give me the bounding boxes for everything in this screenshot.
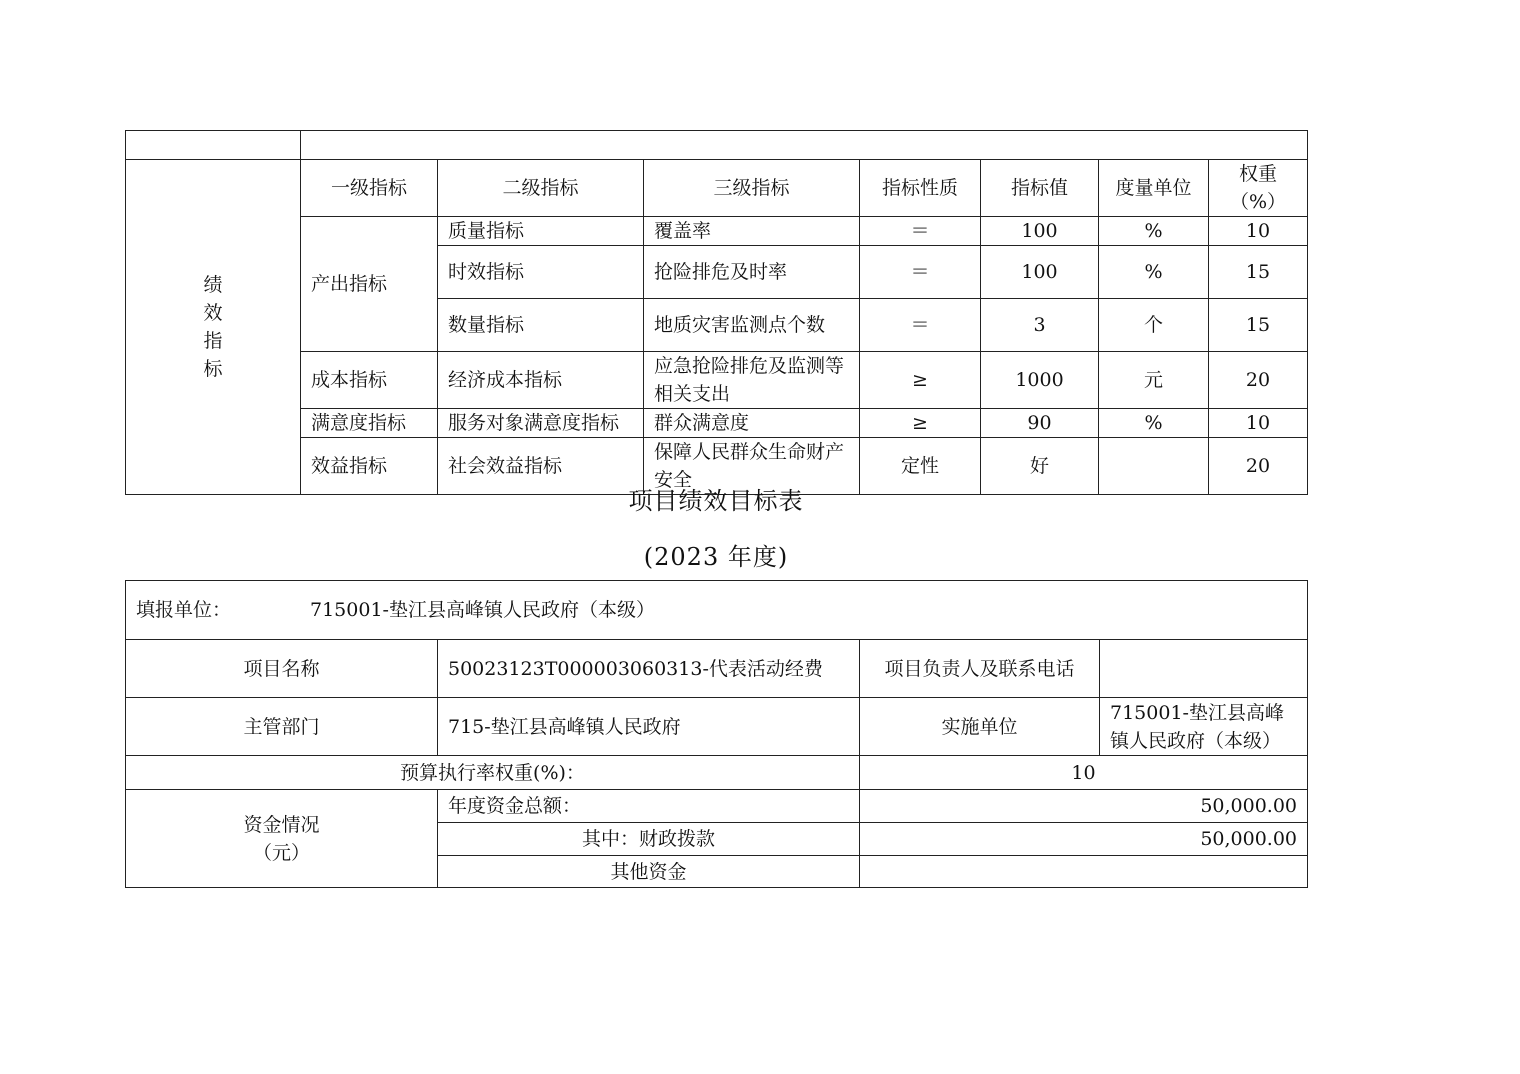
side-label-char: 标: [203, 358, 223, 380]
reporting-unit-row: [126, 581, 1308, 640]
nature-cell: ＝: [860, 217, 981, 246]
nature-cell: ≥: [860, 409, 981, 438]
nature-cell: ＝: [860, 246, 981, 299]
table-row: [126, 409, 1308, 438]
level2-cell: 数量指标: [438, 299, 644, 352]
budget-weight-row: [126, 756, 1308, 790]
group-cost: 成本指标: [301, 352, 438, 409]
project-name-value: 50023123T000003060313-代表活动经费: [438, 640, 860, 698]
unit-cell: %: [1099, 217, 1209, 246]
annual-value: 50,000.00: [860, 790, 1308, 823]
side-label-char: 效: [203, 302, 223, 324]
weight-cell: 10: [1209, 217, 1308, 246]
value-cell: 90: [981, 409, 1099, 438]
project-name-row: [126, 640, 1308, 698]
reporting-unit-value: 715001-垫江县高峰镇人民政府（本级）: [310, 599, 655, 621]
reporting-unit-cell: [126, 581, 1308, 640]
performance-side-label: [126, 160, 301, 495]
side-label-char: 指: [203, 330, 223, 352]
unit-cell: 个: [1099, 299, 1209, 352]
weight-cell: 15: [1209, 246, 1308, 299]
level3-cell: 保障人民群众生命财产安全: [644, 438, 860, 495]
page-subtitle: (2023 年度): [643, 543, 789, 571]
contact-value: [1100, 640, 1308, 698]
level3-cell: 群众满意度: [644, 409, 860, 438]
value-cell: 好: [981, 438, 1099, 495]
level3-cell: 地质灾害监测点个数: [644, 299, 860, 352]
reporting-unit-label: 填报单位：: [136, 599, 232, 621]
table-row: [126, 352, 1308, 409]
department-row: [126, 698, 1308, 756]
value-cell: 3: [981, 299, 1099, 352]
level3-cell: 抢险排危及时率: [644, 246, 860, 299]
page-title: 项目绩效目标表: [628, 487, 804, 515]
funds-row: [126, 790, 1308, 823]
level2-cell: 服务对象满意度指标: [438, 409, 644, 438]
fiscal-label: 其中：财政拨款: [438, 823, 860, 856]
header-unit: 度量单位: [1099, 160, 1209, 217]
group-output: 产出指标: [301, 217, 438, 352]
fiscal-value: 50,000.00: [860, 823, 1308, 856]
table-top-empty-row: [126, 131, 1308, 160]
empty-cell: [126, 131, 301, 160]
project-info-table: [125, 580, 1308, 888]
weight-cell: 20: [1209, 438, 1308, 495]
level2-cell: 社会效益指标: [438, 438, 644, 495]
contact-label: 项目负责人及联系电话: [860, 640, 1100, 698]
header-level1: 一级指标: [301, 160, 438, 217]
weight-cell: 20: [1209, 352, 1308, 409]
budget-weight-label: 预算执行率权重(%)：: [126, 756, 860, 790]
weight-cell: 10: [1209, 409, 1308, 438]
nature-cell: ＝: [860, 299, 981, 352]
other-value: [860, 856, 1308, 888]
empty-cell: [301, 131, 1308, 160]
dept-label: 主管部门: [126, 698, 438, 756]
budget-weight-value: 10: [860, 756, 1308, 790]
table-row: [126, 217, 1308, 246]
performance-indicator-table: [125, 130, 1308, 495]
group-benefit: 效益指标: [301, 438, 438, 495]
level2-cell: 经济成本指标: [438, 352, 644, 409]
nature-cell: ≥: [860, 352, 981, 409]
header-level3: 三级指标: [644, 160, 860, 217]
project-name-label: 项目名称: [126, 640, 438, 698]
table-header-row: [126, 160, 1308, 217]
header-value: 指标值: [981, 160, 1099, 217]
unit-cell: 元: [1099, 352, 1209, 409]
funds-label-cell: [126, 790, 438, 888]
side-label-char: 绩: [203, 274, 223, 296]
level2-cell: 时效指标: [438, 246, 644, 299]
unit-cell: %: [1099, 246, 1209, 299]
annual-label: 年度资金总额：: [438, 790, 860, 823]
value-cell: 1000: [981, 352, 1099, 409]
value-cell: 100: [981, 246, 1099, 299]
weight-cell: 15: [1209, 299, 1308, 352]
funds-label: 资金情况: [243, 813, 320, 836]
value-cell: 100: [981, 217, 1099, 246]
group-satisfaction: 满意度指标: [301, 409, 438, 438]
level3-cell: 覆盖率: [644, 217, 860, 246]
funds-unit: （元）: [252, 841, 310, 864]
unit-cell: %: [1099, 409, 1209, 438]
impl-label: 实施单位: [860, 698, 1100, 756]
header-weight: 权重（%）: [1209, 160, 1308, 217]
level2-cell: 质量指标: [438, 217, 644, 246]
other-label: 其他资金: [438, 856, 860, 888]
dept-value: 715-垫江县高峰镇人民政府: [438, 698, 860, 756]
impl-value: 715001-垫江县高峰镇人民政府（本级）: [1100, 698, 1308, 756]
level3-cell: 应急抢险排危及监测等相关支出: [644, 352, 860, 409]
header-nature: 指标性质: [860, 160, 981, 217]
nature-cell: 定性: [860, 438, 981, 495]
header-level2: 二级指标: [438, 160, 644, 217]
